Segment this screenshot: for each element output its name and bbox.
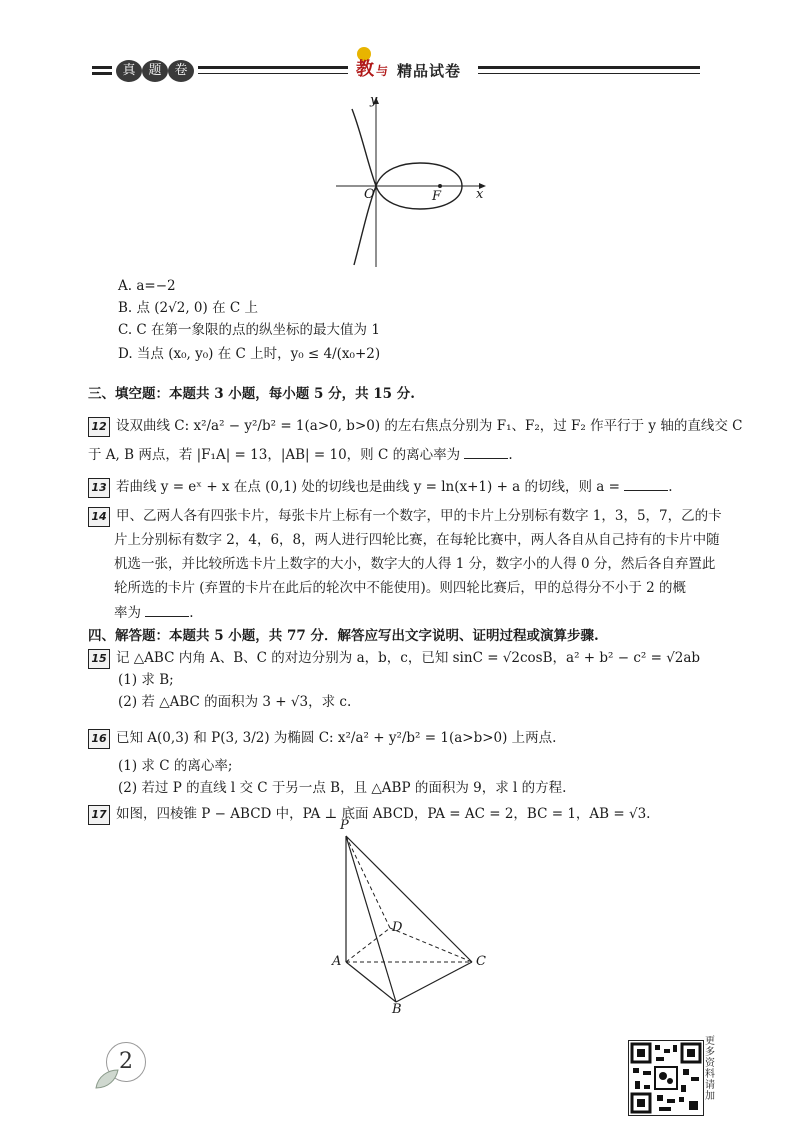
q12-answer-blank xyxy=(464,444,508,459)
q15-number: 15 xyxy=(88,649,110,669)
choice-d: D. 当点 (x₀, y₀) 在 C 上时，y₀ ≤ 4/(x₀+2) xyxy=(118,346,381,362)
q12-line2: 于 A, B 两点，若 |F₁A| = 13，|AB| = 10，则 C 的离心率为 . xyxy=(88,444,513,465)
svg-text:教: 教 xyxy=(356,59,374,80)
q16-part1: (1) 求 C 的离心率; xyxy=(118,758,233,774)
brand-label: 精品试卷 xyxy=(397,62,462,80)
fig1-origin-label: O xyxy=(364,187,375,202)
q14-answer-blank xyxy=(145,602,189,617)
figure-pyramid xyxy=(330,818,500,1020)
q12-line1: 12 设双曲线 C: x²/a² − y²/b² = 1(a>0, b>0) 的左右焦点分别为 F₁、F₂，过 F₂ 作平行于 y 轴的直线交 C xyxy=(88,416,742,437)
q15-part2: (2) 若 △ABC 的面积为 3 + √3，求 c. xyxy=(118,694,352,710)
section4-title: 四、解答题：本题共 5 小题，共 77 分．解答应写出文字说明、证明过程或演算步骤. xyxy=(88,628,599,644)
fig2-label-a: A xyxy=(332,954,342,969)
fig2-label-p: P xyxy=(340,818,349,833)
fig2-label-b: B xyxy=(392,1002,402,1017)
q13-answer-blank xyxy=(624,476,668,491)
fig2-label-d: D xyxy=(392,920,403,935)
fig1-focus-label: F xyxy=(432,189,442,204)
choice-b: B. 点 (2√2, 0) 在 C 上 xyxy=(118,300,258,316)
q15-part1: (1) 求 B; xyxy=(118,672,174,688)
q17-number: 17 xyxy=(88,805,110,825)
q12-number: 12 xyxy=(88,417,110,437)
q14-line2: 片上分别标有数字 2，4，6，8，两人进行四轮比赛，在每轮比赛中，两人各自从自己持有的卡片中随 xyxy=(114,532,720,548)
leaf-decoration-icon xyxy=(92,1062,122,1092)
choice-c: C. C 在第一象限的点的纵坐标的最大值为 1 xyxy=(118,322,380,338)
q16-number: 16 xyxy=(88,729,110,749)
q14-line1: 14 甲、乙两人各有四张卡片，每张卡片上标有一个数字，甲的卡片上分别标有数字 1，3，5，7，乙的卡 xyxy=(88,506,722,527)
q14-line4: 轮所选的卡片 (弃置的卡片在此后的轮次中不能使用)。则四轮比赛后，甲的总得分不小于 2 的概 xyxy=(114,580,686,596)
header-badge-3: 卷 xyxy=(168,60,194,82)
fig1-y-label: y xyxy=(370,93,378,108)
fig1-x-label: x xyxy=(476,187,484,202)
q14-line5: 率为 . xyxy=(114,602,194,623)
header-badge-2: 题 xyxy=(142,60,168,82)
q14-number: 14 xyxy=(88,507,110,527)
figure-curve xyxy=(330,95,490,275)
header-badge-1: 真 xyxy=(116,60,142,82)
svg-text:与: 与 xyxy=(376,64,389,78)
section3-title: 三、填空题：本题共 3 小题，每小题 5 分，共 15 分. xyxy=(88,386,415,402)
fig2-label-c: C xyxy=(476,954,486,969)
qr-side-text: 更多资料请加 xyxy=(705,1036,715,1102)
q16-part2: (2) 若过 P 的直线 l 交 C 于另一点 B，且 △ABP 的面积为 9，求 l 的方程. xyxy=(118,780,567,796)
page-number: 2 xyxy=(106,1042,146,1082)
q13-number: 13 xyxy=(88,478,110,498)
q15-line1: 15 记 △ABC 内角 A、B、C 的对边分别为 a，b，c，已知 sinC = √2cosB，a² + b² − c² = √2ab xyxy=(88,648,700,669)
brand-logo xyxy=(352,44,398,80)
qr-code-icon xyxy=(628,1040,704,1116)
choice-a: A. a=−2 xyxy=(118,278,176,294)
q16-line1: 16 已知 A(0,3) 和 P(3, 3/2) 为椭圆 C: x²/a² + y²/b² = 1(a>b>0) 上两点. xyxy=(88,728,556,749)
q17-line1: 17 如图，四棱锥 P − ABCD 中，PA ⊥ 底面 ABCD，PA = AC = 2，BC = 1，AB = √3. xyxy=(88,804,650,825)
q13-line: 13 若曲线 y = eˣ + x 在点 (0,1) 处的切线也是曲线 y = ln(x+1) + a 的切线，则 a = . xyxy=(88,476,673,498)
q14-line3: 机选一张，并比较所选卡片上数字的大小，数字大的人得 1 分，数字小的人得 0 分，然后各自弃置此 xyxy=(114,556,716,572)
